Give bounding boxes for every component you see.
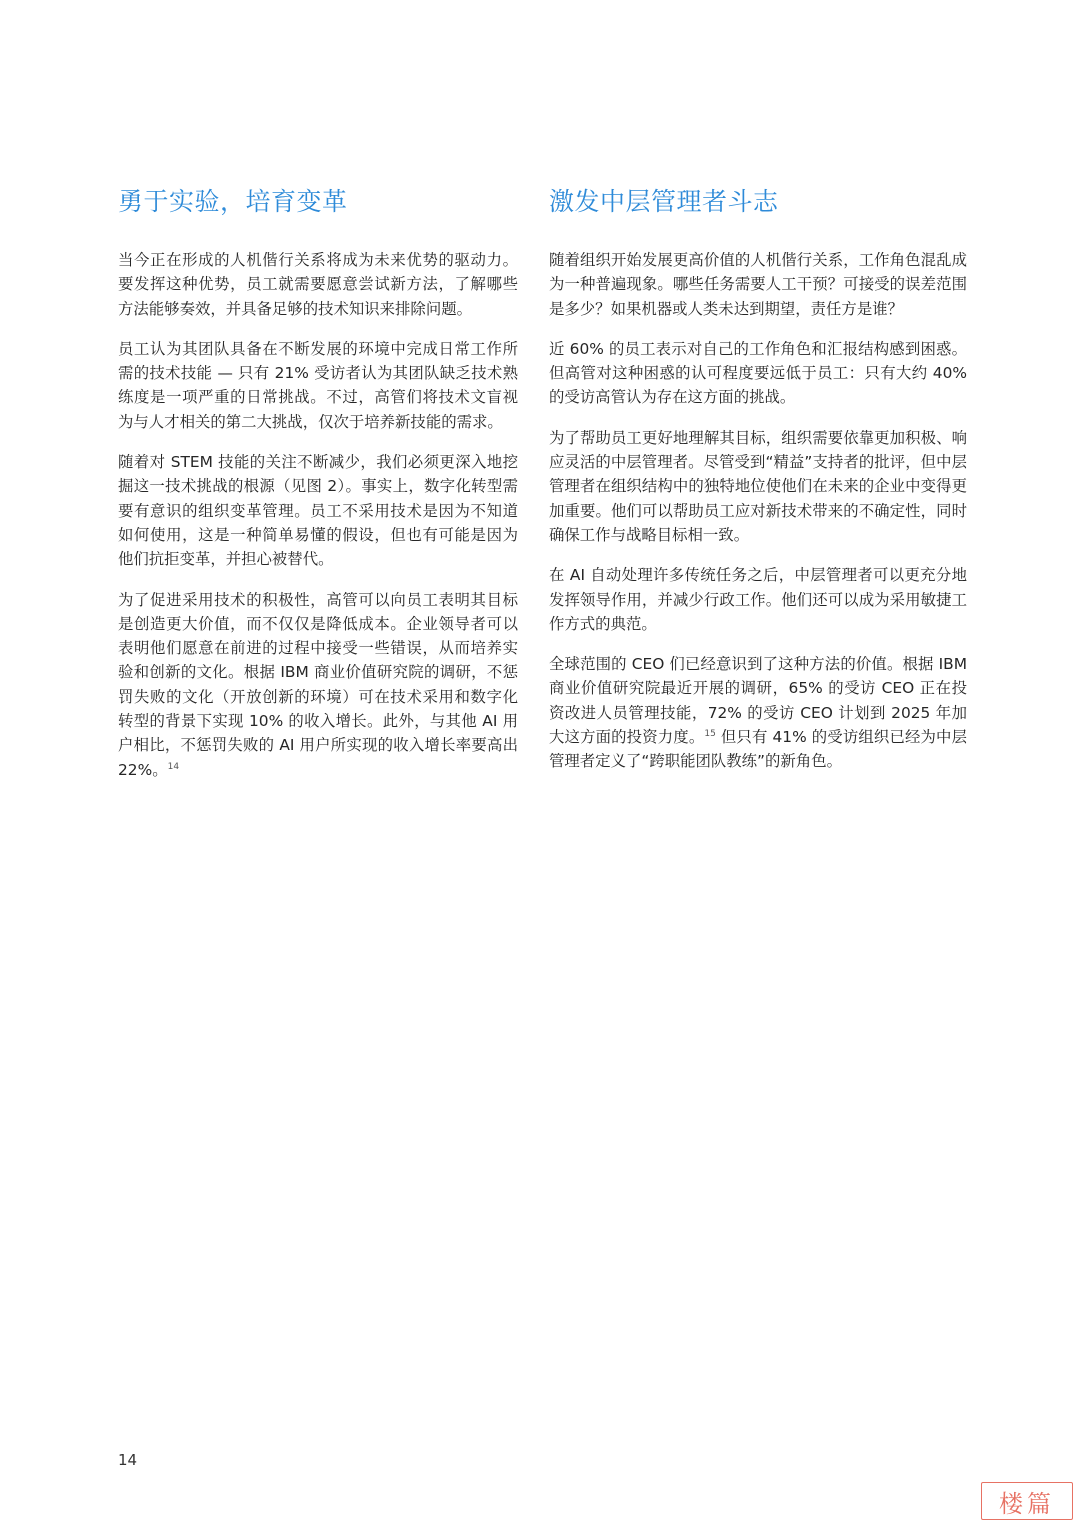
right-column bbox=[549, 186, 967, 790]
watermark-seal bbox=[981, 1482, 1073, 1520]
body-paragraph: 随着组织开始发展更高价值的人机偕行关系，工作角色混乱成为一种普遍现象。哪些任务需要人工干预？可接受的误差范围是多少？如果机器或人类未达到期望，责任方是谁？ bbox=[549, 251, 967, 318]
page-number: 14 bbox=[118, 1451, 138, 1469]
paragraph-text: 为了促进采用技术的积极性，高管可以向员工表明其目标是创造更大价值，而不仅仅是降低成本。企业领导者可以表明他们愿意在前进的过程中接受一些错误，从而培养实验和创新的文化。根据 IBM 商业价值研究院的调研，不惩罚失败的文化（开放创新的环境）可在技术采用和数字化转型的背景下实现 10% 的收入增长。此外，与其他 AI 用户相比，不惩罚失败的 AI 用户所实现的收入增长率要高出 22%。 bbox=[118, 590, 518, 779]
section-heading-middle-managers: 激发中层管理者斗志 bbox=[549, 187, 779, 216]
body-paragraph: 近 60% 的员工表示对自己的工作角色和汇报结构感到困惑。但高管对这种困惑的认可程度要远低于员工：只有大约 40% 的受访高管认为存在这方面的挑战。 bbox=[549, 339, 967, 407]
body-paragraph bbox=[118, 588, 518, 782]
paragraph-text: 全球范围的 CEO 们已经意识到了这种方法的价值。根据 IBM 商业价值研究院最近开展的调研，65% 的受访 CEO 正在投资改进人员管理技能，72% 的受访 CEO 计划到 2025 年加大这方面的投资力度。 bbox=[549, 655, 967, 747]
left-column bbox=[118, 186, 518, 798]
seal-text: 楼篇 bbox=[999, 1489, 1055, 1518]
body-paragraph: 员工认为其团队具备在不断发展的环境中完成日常工作所需的技术技能 — 只有 21% 受访者认为其团队缺乏技术熟练度是一项严重的日常挑战。不过，高管们将技术文盲视为与人才相关的第二大挑战，仅次于培养新技能的需求。 bbox=[118, 339, 518, 431]
section-heading-experiment: 勇于实验，培育变革 bbox=[118, 187, 348, 216]
body-paragraph bbox=[549, 652, 967, 773]
body-paragraph: 为了帮助员工更好地理解其目标，组织需要依靠更加积极、响应灵活的中层管理者。尽管受到“精益”支持者的批评，但中层管理者在组织结构中的独特地位使他们在未来的企业中变得更加重要。他们可以帮助员工应对新技术带来的不确定性，同时确保工作与战略目标相一致。 bbox=[549, 428, 967, 544]
footnote-ref[interactable]: 15 bbox=[704, 728, 716, 739]
footnote-ref[interactable]: 14 bbox=[167, 761, 180, 772]
body-paragraph: 随着对 STEM 技能的关注不断减少，我们必须更深入地挖掘这一技术挑战的根源（见图 2）。事实上，数字化转型需要有意识的组织变革管理。员工不采用技术是因为不知道如何使用，这是一种简单易懂的假设，但也有可能是因为他们抗拒变革，并担心被替代。 bbox=[118, 453, 518, 569]
body-paragraph: 在 AI 自动处理许多传统任务之后，中层管理者可以更充分地发挥领导作用，并减少行政工作。他们还可以成为采用敏捷工作方式的典范。 bbox=[549, 566, 967, 633]
body-paragraph: 当今正在形成的人机偕行关系将成为未来优势的驱动力。要发挥这种优势，员工就需要愿意尝试新方法，了解哪些方法能够奏效，并具备足够的技术知识来排除问题。 bbox=[118, 251, 518, 318]
paragraph-text: 但只有 41% 的受访组织已经为中层管理者定义了“跨职能团队教练”的新角色。 bbox=[549, 728, 967, 771]
